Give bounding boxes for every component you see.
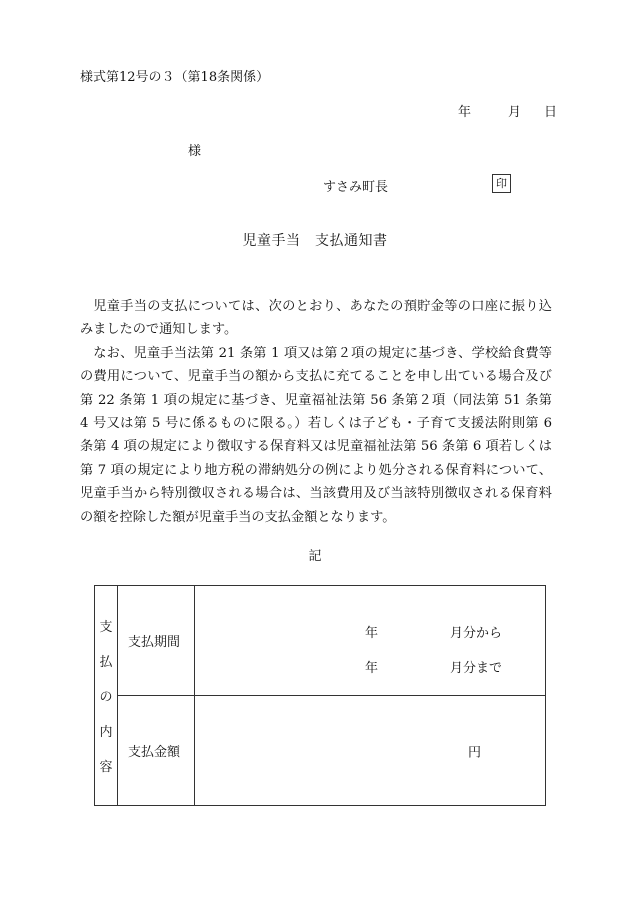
period-to-suffix: 月分まで [450, 661, 503, 676]
seal-box: 印 [492, 174, 511, 193]
side-char: の [99, 690, 113, 705]
date-day: 日 [544, 105, 558, 120]
period-from [365, 622, 502, 641]
payment-period-label: 支払期間 [118, 586, 195, 696]
payment-details-table [94, 585, 546, 806]
date-month: 月 [508, 105, 522, 120]
payment-amount-value [195, 696, 546, 806]
body-text [80, 295, 552, 529]
period-to-year: 年 [365, 661, 379, 676]
period-from-suffix: 月分から [450, 626, 503, 641]
issuer-name: すさみ町長 [323, 180, 389, 195]
date-line [458, 101, 557, 120]
paragraph-2: なお、児童手当法第 21 条第 1 項又は第２項の規定に基づき、学校給食費等の費用について、児童手当の額から支払に充てることを申し出ている場合及び第 22 条第 1 項の規定に基づき、児童福祉法第 56 条第２項（同法第 51 条第 4 号又は第 5 号に係るものに限る。）若しくは子ども・子育て支援法附則第 6 条第 4 項の規定により徴収する保育料又は児童福祉法第 56 条第 6 項若しくは第 7 項の規定により地方税の滞納処分の例により処分される保育料について、児童手当から特別徴収される場合は、当該費用及び当該特別徴収される保育料の額を控除した額が児童手当の支払金額となります。 [80, 345, 552, 525]
side-char: 支 [99, 620, 113, 635]
payment-content-side-label [95, 586, 118, 806]
payment-amount-label: 支払金額 [118, 696, 195, 806]
side-char: 内 [99, 725, 113, 740]
side-char: 容 [99, 760, 113, 775]
document-title: 児童手当 支払通知書 [242, 233, 388, 249]
period-to [365, 657, 502, 676]
form-number: 様式第12号の３（第18条関係） [80, 70, 270, 85]
recipient-suffix: 様 [188, 144, 202, 159]
date-year: 年 [458, 105, 472, 120]
paragraph-1: 児童手当の支払については、次のとおり、あなたの預貯金等の口座に振り込みましたので通知します。 [80, 299, 552, 338]
period-from-year: 年 [365, 626, 379, 641]
amount-unit: 円 [467, 745, 481, 760]
payment-period-value [195, 586, 546, 696]
side-char: 払 [99, 655, 113, 670]
ki-heading: 記 [308, 549, 322, 564]
